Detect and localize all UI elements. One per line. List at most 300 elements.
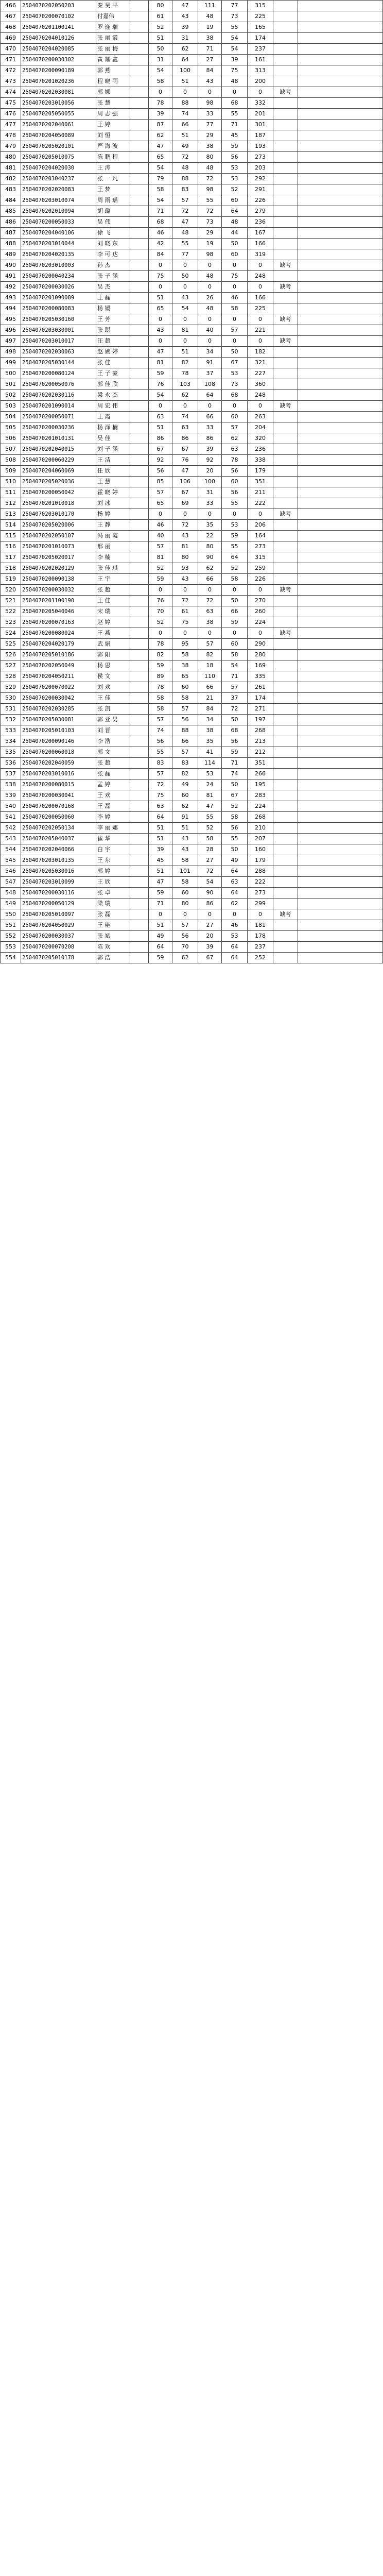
cell-remark: [298, 899, 383, 909]
cell-row-number: 493: [1, 293, 21, 303]
cell-total-score: 273: [248, 152, 273, 163]
cell-score-1: 68: [149, 217, 172, 228]
cell-score-2: 51: [172, 347, 198, 358]
cell-student-name: 张 磊: [96, 769, 130, 779]
cell-row-number: 554: [1, 953, 21, 963]
cell-row-number: 477: [1, 120, 21, 130]
cell-total-score: 0: [248, 282, 273, 293]
cell-status: [273, 163, 298, 174]
cell-total-score: 237: [248, 44, 273, 55]
table-row: [1, 596, 383, 606]
cell-row-number: 501: [1, 379, 21, 390]
cell-total-score: 268: [248, 725, 273, 736]
cell-status: 缺考: [273, 314, 298, 325]
cell-score-3: 71: [198, 44, 222, 55]
table-row: [1, 801, 383, 812]
cell-total-score: 270: [248, 596, 273, 606]
cell-score-2: 58: [172, 650, 198, 660]
cell-score-1: 57: [149, 715, 172, 725]
cell-exam-id: 2504070202040061: [21, 120, 96, 130]
cell-score-4: 60: [222, 477, 248, 487]
cell-exam-id: 2504070200030236: [21, 422, 96, 433]
cell-total-score: 248: [248, 271, 273, 282]
cell-row-number: 495: [1, 314, 21, 325]
cell-remark: [298, 271, 383, 282]
cell-student-name: 胡 璐: [96, 206, 130, 217]
cell-score-4: 75: [222, 65, 248, 76]
cell-total-score: 263: [248, 412, 273, 422]
cell-student-name: 张 佳: [96, 358, 130, 368]
cell-score-3: 73: [198, 217, 222, 228]
cell-exam-id: 2504070200070208: [21, 942, 96, 953]
cell-remark: [298, 704, 383, 715]
cell-note-a: [130, 931, 149, 942]
cell-exam-id: 2504070200050071: [21, 412, 96, 422]
cell-note-a: [130, 412, 149, 422]
cell-row-number: 475: [1, 98, 21, 109]
cell-score-2: 0: [172, 336, 198, 347]
cell-score-4: 54: [222, 33, 248, 44]
cell-status: [273, 184, 298, 195]
cell-exam-id: 2504070200030032: [21, 585, 96, 596]
cell-exam-id: 2504070200040234: [21, 271, 96, 282]
cell-score-3: 72: [198, 206, 222, 217]
cell-remark: [298, 715, 383, 725]
cell-status: [273, 76, 298, 87]
cell-total-score: 212: [248, 747, 273, 758]
cell-score-4: 48: [222, 76, 248, 87]
cell-total-score: 236: [248, 444, 273, 455]
cell-exam-id: 2504070205050055: [21, 109, 96, 120]
cell-exam-id: 2504070205030016: [21, 866, 96, 877]
cell-exam-id: 2504070200030037: [21, 931, 96, 942]
cell-score-4: 59: [222, 141, 248, 152]
cell-score-4: 0: [222, 260, 248, 271]
cell-status: [273, 650, 298, 660]
cell-score-4: 60: [222, 195, 248, 206]
cell-status: [273, 660, 298, 671]
table-row: [1, 552, 383, 563]
cell-total-score: 290: [248, 639, 273, 650]
cell-exam-id: 2504070205040046: [21, 606, 96, 617]
cell-status: [273, 920, 298, 931]
cell-exam-id: 2504070205030144: [21, 358, 96, 368]
cell-score-4: 0: [222, 336, 248, 347]
cell-score-1: 82: [149, 650, 172, 660]
table-row: [1, 152, 383, 163]
cell-exam-id: 2504070202040066: [21, 844, 96, 855]
cell-score-1: 71: [149, 899, 172, 909]
cell-note-a: [130, 174, 149, 184]
cell-total-score: 225: [248, 11, 273, 22]
cell-note-a: [130, 239, 149, 249]
cell-total-score: 320: [248, 433, 273, 444]
cell-score-2: 58: [172, 693, 198, 704]
cell-score-2: 62: [172, 953, 198, 963]
cell-status: [273, 931, 298, 942]
cell-status: [273, 412, 298, 422]
cell-score-1: 59: [149, 574, 172, 585]
cell-remark: [298, 779, 383, 790]
cell-student-name: 张 佳 琪: [96, 563, 130, 574]
cell-remark: [298, 888, 383, 899]
cell-score-3: 21: [198, 693, 222, 704]
cell-note-a: [130, 184, 149, 195]
cell-status: [273, 769, 298, 779]
cell-score-2: 0: [172, 585, 198, 596]
cell-exam-id: 2504070203010170: [21, 509, 96, 520]
cell-score-3: 114: [198, 758, 222, 769]
table-row: [1, 412, 383, 422]
cell-score-1: 54: [149, 65, 172, 76]
cell-remark: [298, 477, 383, 487]
cell-status: [273, 65, 298, 76]
cell-score-4: 58: [222, 650, 248, 660]
cell-status: [273, 877, 298, 888]
cell-note-a: [130, 509, 149, 520]
cell-score-1: 51: [149, 866, 172, 877]
cell-score-2: 51: [172, 76, 198, 87]
cell-score-4: 52: [222, 184, 248, 195]
cell-remark: [298, 141, 383, 152]
cell-student-name: 霍 晓 婷: [96, 487, 130, 498]
cell-score-1: 47: [149, 141, 172, 152]
cell-status: [273, 834, 298, 844]
cell-score-4: 59: [222, 617, 248, 628]
cell-score-4: 58: [222, 812, 248, 823]
cell-score-1: 51: [149, 834, 172, 844]
cell-score-2: 60: [172, 888, 198, 899]
cell-note-a: [130, 130, 149, 141]
cell-score-2: 49: [172, 779, 198, 790]
cell-status: [273, 444, 298, 455]
cell-total-score: 237: [248, 942, 273, 953]
cell-student-name: 张 聪: [96, 325, 130, 336]
cell-student-name: 郭 文: [96, 747, 130, 758]
cell-exam-id: 2504070200050033: [21, 217, 96, 228]
cell-score-3: 35: [198, 736, 222, 747]
cell-score-4: 0: [222, 509, 248, 520]
cell-remark: [298, 444, 383, 455]
cell-score-4: 73: [222, 11, 248, 22]
cell-student-name: 王 佳: [96, 596, 130, 606]
cell-score-2: 55: [172, 239, 198, 249]
cell-exam-id: 2504070205030160: [21, 314, 96, 325]
cell-student-name: 张 子 涵: [96, 271, 130, 282]
cell-score-3: 80: [198, 152, 222, 163]
cell-score-1: 65: [149, 303, 172, 314]
cell-status: [273, 152, 298, 163]
cell-status: [273, 736, 298, 747]
cell-score-3: 0: [198, 585, 222, 596]
cell-score-4: 56: [222, 152, 248, 163]
cell-status: [273, 899, 298, 909]
cell-score-1: 70: [149, 606, 172, 617]
cell-remark: [298, 801, 383, 812]
cell-row-number: 469: [1, 33, 21, 44]
cell-total-score: 227: [248, 368, 273, 379]
cell-status: [273, 44, 298, 55]
cell-total-score: 224: [248, 617, 273, 628]
cell-row-number: 479: [1, 141, 21, 152]
cell-note-a: [130, 55, 149, 65]
table-row: [1, 163, 383, 174]
cell-remark: [298, 606, 383, 617]
cell-total-score: 283: [248, 790, 273, 801]
cell-score-1: 0: [149, 585, 172, 596]
cell-score-1: 65: [149, 498, 172, 509]
cell-status: [273, 55, 298, 65]
cell-note-a: [130, 725, 149, 736]
cell-exam-id: 2504070203010003: [21, 260, 96, 271]
table-row: [1, 44, 383, 55]
cell-score-2: 50: [172, 271, 198, 282]
cell-total-score: 261: [248, 682, 273, 693]
table-row: [1, 109, 383, 120]
cell-status: [273, 228, 298, 239]
cell-score-2: 93: [172, 563, 198, 574]
cell-exam-id: 2504070202030063: [21, 347, 96, 358]
cell-student-name: 陈 欢: [96, 942, 130, 953]
cell-student-name: 杨 思: [96, 660, 130, 671]
cell-score-2: 43: [172, 574, 198, 585]
cell-status: [273, 239, 298, 249]
cell-score-1: 89: [149, 671, 172, 682]
cell-row-number: 516: [1, 541, 21, 552]
cell-student-name: 王 欢: [96, 790, 130, 801]
cell-score-4: 37: [222, 693, 248, 704]
cell-note-a: [130, 823, 149, 834]
cell-note-a: [130, 779, 149, 790]
cell-remark: [298, 574, 383, 585]
cell-score-1: 50: [149, 44, 172, 55]
cell-exam-id: 2504070200030042: [21, 693, 96, 704]
cell-exam-id: 2504070200080083: [21, 303, 96, 314]
cell-note-a: [130, 293, 149, 303]
cell-row-number: 499: [1, 358, 21, 368]
cell-student-name: 王 慧: [96, 477, 130, 487]
cell-score-1: 46: [149, 520, 172, 531]
cell-score-1: 86: [149, 433, 172, 444]
cell-score-4: 53: [222, 163, 248, 174]
cell-student-name: 王 芳: [96, 314, 130, 325]
cell-row-number: 544: [1, 844, 21, 855]
table-row: [1, 130, 383, 141]
cell-score-2: 74: [172, 109, 198, 120]
cell-note-a: [130, 422, 149, 433]
cell-total-score: 338: [248, 455, 273, 466]
cell-status: [273, 195, 298, 206]
cell-status: [273, 11, 298, 22]
cell-remark: [298, 725, 383, 736]
cell-total-score: 200: [248, 76, 273, 87]
cell-exam-id: 2504070202020083: [21, 184, 96, 195]
cell-score-2: 69: [172, 498, 198, 509]
cell-exam-id: 2504070201090014: [21, 401, 96, 412]
cell-student-name: 郭 燕: [96, 65, 130, 76]
cell-remark: [298, 282, 383, 293]
cell-exam-id: 2504070201020236: [21, 76, 96, 87]
cell-total-score: 0: [248, 401, 273, 412]
cell-score-3: 82: [198, 650, 222, 660]
cell-status: [273, 725, 298, 736]
cell-status: [273, 823, 298, 834]
table-row: [1, 466, 383, 477]
cell-total-score: 252: [248, 953, 273, 963]
cell-remark: [298, 87, 383, 98]
cell-score-1: 0: [149, 282, 172, 293]
table-row: [1, 11, 383, 22]
table-row: [1, 293, 383, 303]
cell-remark: [298, 217, 383, 228]
cell-exam-id: 2504070200090189: [21, 65, 96, 76]
cell-score-2: 47: [172, 217, 198, 228]
cell-score-4: 68: [222, 725, 248, 736]
cell-score-4: 64: [222, 206, 248, 217]
cell-score-1: 54: [149, 195, 172, 206]
cell-note-a: [130, 358, 149, 368]
table-row: [1, 834, 383, 844]
cell-score-2: 43: [172, 11, 198, 22]
score-table: [0, 0, 383, 963]
table-row: [1, 249, 383, 260]
cell-row-number: 467: [1, 11, 21, 22]
cell-score-4: 0: [222, 909, 248, 920]
cell-score-4: 0: [222, 585, 248, 596]
cell-note-a: [130, 379, 149, 390]
cell-note-a: [130, 249, 149, 260]
cell-note-a: [130, 736, 149, 747]
cell-score-1: 74: [149, 725, 172, 736]
cell-student-name: 王 艳: [96, 920, 130, 931]
cell-student-name: 张 丽 梅: [96, 44, 130, 55]
cell-score-1: 58: [149, 76, 172, 87]
cell-row-number: 470: [1, 44, 21, 55]
cell-status: [273, 390, 298, 401]
cell-student-name: 郭 亚 男: [96, 715, 130, 725]
cell-row-number: 517: [1, 552, 21, 563]
cell-note-a: [130, 552, 149, 563]
cell-score-4: 48: [222, 217, 248, 228]
cell-exam-id: 2504070200060229: [21, 455, 96, 466]
cell-score-2: 83: [172, 758, 198, 769]
cell-score-4: 45: [222, 130, 248, 141]
cell-note-a: [130, 271, 149, 282]
cell-student-name: 王 东: [96, 855, 130, 866]
cell-score-3: 0: [198, 909, 222, 920]
cell-total-score: 260: [248, 606, 273, 617]
cell-score-3: 54: [198, 877, 222, 888]
cell-score-1: 84: [149, 249, 172, 260]
cell-student-name: 王 洁: [96, 455, 130, 466]
table-row: [1, 920, 383, 931]
cell-exam-id: 2504070201090089: [21, 293, 96, 303]
cell-row-number: 527: [1, 660, 21, 671]
cell-student-name: 黄 耀 鑫: [96, 55, 130, 65]
cell-total-score: 160: [248, 844, 273, 855]
table-row: [1, 899, 383, 909]
cell-status: [273, 498, 298, 509]
cell-status: [273, 1, 298, 11]
cell-score-4: 50: [222, 596, 248, 606]
cell-row-number: 487: [1, 228, 21, 239]
cell-remark: [298, 682, 383, 693]
cell-student-name: 吴 伟: [96, 217, 130, 228]
cell-score-2: 43: [172, 293, 198, 303]
cell-row-number: 548: [1, 888, 21, 899]
table-row: [1, 715, 383, 725]
cell-score-4: 73: [222, 379, 248, 390]
cell-score-1: 55: [149, 747, 172, 758]
table-row: [1, 888, 383, 899]
cell-remark: [298, 693, 383, 704]
cell-score-4: 54: [222, 660, 248, 671]
cell-row-number: 518: [1, 563, 21, 574]
cell-score-1: 43: [149, 325, 172, 336]
table-row: [1, 87, 383, 98]
cell-note-a: [130, 693, 149, 704]
cell-student-name: 王 涛: [96, 163, 130, 174]
cell-score-1: 47: [149, 347, 172, 358]
cell-student-name: 张 超: [96, 758, 130, 769]
cell-score-2: 72: [172, 206, 198, 217]
cell-score-3: 0: [198, 336, 222, 347]
cell-exam-id: 2504070200050042: [21, 487, 96, 498]
table-row: [1, 76, 383, 87]
cell-score-3: 111: [198, 1, 222, 11]
cell-score-4: 55: [222, 498, 248, 509]
cell-student-name: 李 可 达: [96, 249, 130, 260]
cell-remark: [298, 314, 383, 325]
cell-score-3: 100: [198, 477, 222, 487]
cell-remark: [298, 76, 383, 87]
cell-note-a: [130, 942, 149, 953]
cell-remark: [298, 552, 383, 563]
cell-student-name: 王 婷: [96, 120, 130, 130]
cell-row-number: 508: [1, 455, 21, 466]
cell-score-3: 90: [198, 888, 222, 899]
cell-score-1: 56: [149, 736, 172, 747]
cell-exam-id: 2504070202040059: [21, 758, 96, 769]
cell-student-name: 刘 欢: [96, 682, 130, 693]
cell-remark: [298, 368, 383, 379]
table-row: [1, 195, 383, 206]
cell-total-score: 166: [248, 293, 273, 303]
table-row: [1, 531, 383, 541]
cell-score-4: 55: [222, 109, 248, 120]
cell-score-1: 47: [149, 877, 172, 888]
cell-note-a: [130, 617, 149, 628]
cell-score-3: 48: [198, 303, 222, 314]
cell-status: [273, 758, 298, 769]
cell-student-name: 刘 恒: [96, 130, 130, 141]
cell-score-4: 63: [222, 877, 248, 888]
cell-row-number: 525: [1, 639, 21, 650]
cell-row-number: 506: [1, 433, 21, 444]
cell-note-a: [130, 444, 149, 455]
table-row: [1, 758, 383, 769]
cell-student-name: 罗 逢 瑞: [96, 22, 130, 33]
cell-score-2: 57: [172, 920, 198, 931]
table-row: [1, 736, 383, 747]
cell-exam-id: 2504070203010135: [21, 855, 96, 866]
cell-remark: [298, 931, 383, 942]
cell-score-1: 78: [149, 682, 172, 693]
cell-exam-id: 2504070203040237: [21, 174, 96, 184]
cell-note-a: [130, 596, 149, 606]
cell-score-3: 18: [198, 660, 222, 671]
cell-remark: [298, 152, 383, 163]
